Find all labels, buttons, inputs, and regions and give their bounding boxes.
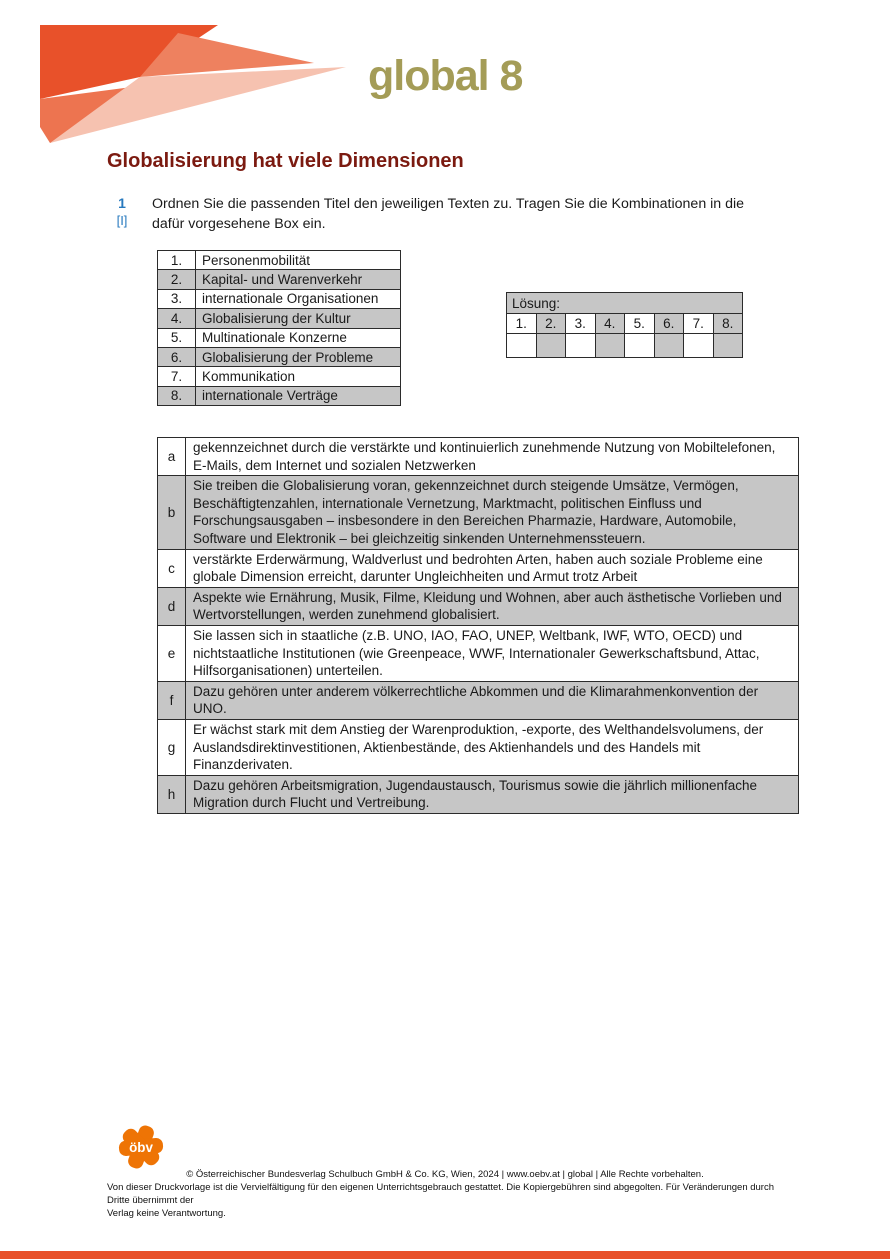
solution-box (506, 292, 743, 358)
title-label: Personenmobilität (196, 251, 401, 270)
footer-legal-line: Von dieser Druckvorlage ist die Vervielfältigung für den eigenen Unterrichtsgebrauch gestattet. Die Kopiergebühren sind abgegolten. Für Veränderungen durch Dritte übernimmt der (107, 1182, 775, 1206)
table-row (158, 775, 799, 813)
table-row (158, 719, 799, 775)
solution-number-row (507, 314, 743, 334)
title-number: 1. (158, 251, 196, 270)
solution-answer-cell-6[interactable] (654, 334, 684, 358)
solution-col-header: 7. (684, 314, 714, 334)
page-heading: Globalisierung hat viele Dimensionen (107, 150, 464, 172)
solution-col-header: 8. (713, 314, 743, 334)
title-label: internationale Verträge (196, 386, 401, 405)
table-row (158, 270, 401, 289)
text-content: Sie treiben die Globalisierung voran, gekennzeichnet durch steigende Umsätze, Vermögen, Beschäftigtenzahlen, internationale Vernetzung, Marktmacht, politischen Einfluss und Forschungsausgaben – insbesondere in den Bereichen Pharmazie, Hardware, Automobile, Software und Elektronik – bei gleichzeitig sinkenden Unternehmenssteuern. (186, 476, 799, 549)
text-content: verstärkte Erderwärmung, Waldverlust und bedrohten Arten, haben auch soziale Probleme eine globale Dimension erreicht, darunter Ungleichheiten und Armut trotz Arbeit (186, 549, 799, 587)
title-label: Globalisierung der Kultur (196, 309, 401, 328)
titles-table (157, 250, 401, 406)
book-title: global 8 (368, 52, 523, 100)
table-row (158, 386, 401, 405)
solution-col-header: 6. (654, 314, 684, 334)
table-row (158, 251, 401, 270)
solution-answer-row (507, 334, 743, 358)
title-label: Kommunikation (196, 367, 401, 386)
exercise-instruction: Ordnen Sie die passenden Titel den jeweiligen Texten zu. Tragen Sie die Kombinationen in die dafür vorgesehene Box ein. (152, 196, 745, 232)
table-row (158, 347, 401, 366)
solution-label: Lösung: (507, 293, 743, 314)
table-row (158, 549, 799, 587)
text-letter: d (158, 587, 186, 625)
title-number: 3. (158, 289, 196, 308)
text-content: Sie lassen sich in staatliche (z.B. UNO, IAO, FAO, UNEP, Weltbank, IWF, WTO, OECD) und nichtstaatliche Institutionen (wie Greenpeace, WWF, Internationaler Gewerkschaftsbund, Attac, Hilfsorganisationen) unterteilen. (186, 625, 799, 681)
oebv-publisher-logo-icon (118, 1124, 164, 1170)
solution-col-header: 1. (507, 314, 537, 334)
solution-col-header: 5. (625, 314, 655, 334)
title-label: Kapital- und Warenverkehr (196, 270, 401, 289)
text-letter: g (158, 719, 186, 775)
exercise-difficulty-tag: [I] (116, 213, 128, 228)
title-label: internationale Organisationen (196, 289, 401, 308)
title-number: 7. (158, 367, 196, 386)
text-letter: b (158, 476, 186, 549)
table-row (158, 476, 799, 549)
text-content: Er wächst stark mit dem Anstieg der Warenproduktion, -exporte, des Welthandelsvolumens, der Auslandsdirektinvestitionen, Aktienbestände, des Aktienhandels und des Handels mit Finanzderivaten. (186, 719, 799, 775)
title-number: 4. (158, 309, 196, 328)
solution-answer-cell-8[interactable] (713, 334, 743, 358)
bottom-accent-bar (0, 1251, 890, 1259)
solution-header-row (507, 293, 743, 314)
table-row (158, 625, 799, 681)
footer (107, 1168, 783, 1220)
text-letter: a (158, 438, 186, 476)
solution-answer-cell-3[interactable] (566, 334, 596, 358)
exercise-number: 1 (118, 195, 126, 211)
solution-answer-cell-4[interactable] (595, 334, 625, 358)
solution-answer-cell-5[interactable] (625, 334, 655, 358)
table-row (158, 681, 799, 719)
solution-answer-cell-7[interactable] (684, 334, 714, 358)
text-content: Dazu gehören unter anderem völkerrechtliche Abkommen und die Klimarahmenkonvention der UNO. (186, 681, 799, 719)
solution-col-header: 3. (566, 314, 596, 334)
table-row (158, 289, 401, 308)
table-row (158, 438, 799, 476)
text-letter: h (158, 775, 186, 813)
solution-answer-cell-1[interactable] (507, 334, 537, 358)
table-row (158, 367, 401, 386)
title-number: 2. (158, 270, 196, 289)
text-letter: f (158, 681, 186, 719)
solution-col-header: 2. (536, 314, 566, 334)
oebv-logo-text: öbv (129, 1139, 153, 1155)
title-number: 5. (158, 328, 196, 347)
title-number: 6. (158, 347, 196, 366)
footer-copyright-line: © Österreichischer Bundesverlag Schulbuch GmbH & Co. KG, Wien, 2024 | www.oebv.at | global | Alle Rechte vorbehalten. (186, 1169, 704, 1180)
text-content: Aspekte wie Ernährung, Musik, Filme, Kleidung und Wohnen, aber auch ästhetische Vorlieben und Wertvorstellungen, werden zunehmend globalisiert. (186, 587, 799, 625)
text-letter: c (158, 549, 186, 587)
solution-col-header: 4. (595, 314, 625, 334)
text-letter: e (158, 625, 186, 681)
text-content: gekennzeichnet durch die verstärkte und kontinuierlich zunehmende Nutzung von Mobiltelefonen, E-Mails, dem Internet und sozialen Netzwerken (186, 438, 799, 476)
table-row (158, 309, 401, 328)
title-label: Globalisierung der Probleme (196, 347, 401, 366)
solution-answer-cell-2[interactable] (536, 334, 566, 358)
table-row (158, 328, 401, 347)
texts-table (157, 437, 799, 814)
corner-triangles-logo-icon (40, 25, 352, 147)
table-row (158, 587, 799, 625)
footer-legal-line: Verlag keine Verantwortung. (107, 1208, 226, 1219)
text-content: Dazu gehören Arbeitsmigration, Jugendaustausch, Tourismus sowie die jährlich millionenfache Migration durch Flucht und Vertreibung. (186, 775, 799, 813)
title-label: Multinationale Konzerne (196, 328, 401, 347)
title-number: 8. (158, 386, 196, 405)
